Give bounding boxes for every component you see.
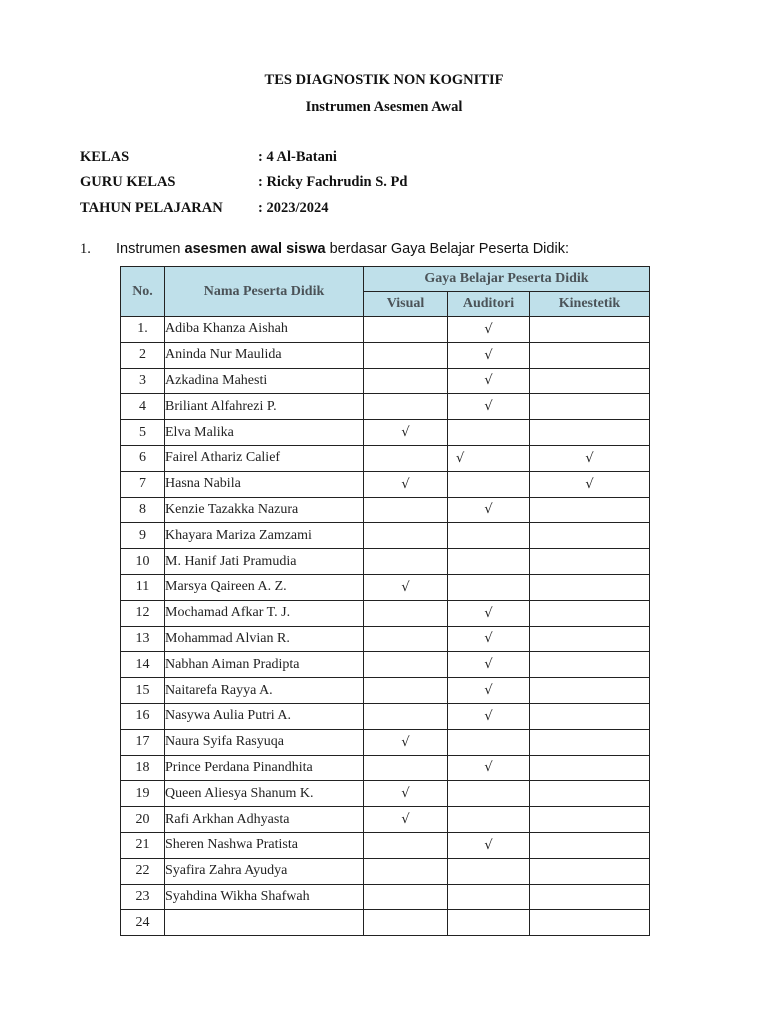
row-number: 10 [121, 549, 165, 575]
document-title: TES DIAGNOSTIK NON KOGNITIF [264, 72, 504, 88]
auditori-check: √ [448, 703, 530, 729]
visual-check [364, 858, 448, 884]
student-name: Hasna Nabila [165, 471, 364, 497]
visual-check: √ [364, 781, 448, 807]
student-name: Kenzie Tazakka Nazura [165, 497, 364, 523]
table-row [121, 368, 650, 394]
auditori-check [448, 729, 530, 755]
header-name: Nama Peserta Didik [165, 267, 364, 317]
auditori-check: √ [448, 342, 530, 368]
student-name: Queen Aliesya Shanum K. [165, 781, 364, 807]
table-row [121, 445, 650, 471]
row-number: 15 [121, 678, 165, 704]
kinestetik-check [530, 678, 650, 704]
student-name: Rafi Arkhan Adhyasta [165, 807, 364, 833]
table-row [121, 858, 650, 884]
auditori-check [448, 781, 530, 807]
kinestetik-check [530, 729, 650, 755]
kinestetik-check [530, 858, 650, 884]
row-number: 1. [121, 317, 165, 343]
header-kinestetik: Kinestetik [530, 292, 650, 317]
visual-check: √ [364, 807, 448, 833]
auditori-check [448, 884, 530, 910]
auditori-check: √ [448, 626, 530, 652]
student-name: Prince Perdana Pinandhita [165, 755, 364, 781]
student-name: Azkadina Mahesti [165, 368, 364, 394]
auditori-check: √ [448, 317, 530, 343]
row-number: 18 [121, 755, 165, 781]
row-number: 12 [121, 600, 165, 626]
table-row [121, 884, 650, 910]
row-number: 4 [121, 394, 165, 420]
row-number: 22 [121, 858, 165, 884]
header-visual: Visual [364, 292, 448, 317]
table-body [121, 317, 650, 936]
visual-check [364, 626, 448, 652]
header-auditori: Auditori [448, 292, 530, 317]
auditori-check: √ [448, 600, 530, 626]
info-value: : 4 Al-Batani [258, 149, 337, 165]
kinestetik-check [530, 807, 650, 833]
section-number: 1. [80, 241, 91, 257]
header-learning-style: Gaya Belajar Peserta Didik [364, 267, 650, 292]
student-name: Mohammad Alvian R. [165, 626, 364, 652]
table-row [121, 471, 650, 497]
student-name: Elva Malika [165, 420, 364, 446]
student-name: Aninda Nur Maulida [165, 342, 364, 368]
student-name: Nabhan Aiman Pradipta [165, 652, 364, 678]
row-number: 11 [121, 574, 165, 600]
visual-check [364, 652, 448, 678]
student-name: Syafira Zahra Ayudya [165, 858, 364, 884]
auditori-check [448, 523, 530, 549]
kinestetik-check [530, 394, 650, 420]
auditori-check [448, 549, 530, 575]
kinestetik-check [530, 652, 650, 678]
row-number: 9 [121, 523, 165, 549]
section-text [116, 241, 569, 257]
table-row [121, 317, 650, 343]
kinestetik-check: √ [530, 445, 650, 471]
info-value: : 2023/2024 [258, 200, 329, 216]
info-label: KELAS [80, 149, 130, 165]
section-intro [80, 241, 569, 258]
kinestetik-check [530, 317, 650, 343]
table-row [121, 678, 650, 704]
info-label: GURU KELAS [80, 174, 176, 190]
intro-bold: asesmen awal siswa [184, 241, 326, 257]
visual-check: √ [364, 574, 448, 600]
row-number: 24 [121, 910, 165, 936]
visual-check [364, 910, 448, 936]
visual-check [364, 755, 448, 781]
row-number: 23 [121, 884, 165, 910]
row-number: 3 [121, 368, 165, 394]
auditori-check: √ [448, 678, 530, 704]
table-row [121, 626, 650, 652]
visual-check [364, 523, 448, 549]
table-row [121, 703, 650, 729]
kinestetik-check [530, 368, 650, 394]
student-name: Naitarefa Rayya A. [165, 678, 364, 704]
table-row [121, 910, 650, 936]
visual-check [364, 342, 448, 368]
kinestetik-check [530, 781, 650, 807]
table-row [121, 549, 650, 575]
table-row [121, 600, 650, 626]
info-value: : Ricky Fachrudin S. Pd [258, 174, 408, 190]
row-number: 14 [121, 652, 165, 678]
auditori-check: √ [448, 652, 530, 678]
row-number: 6 [121, 445, 165, 471]
auditori-check [448, 471, 530, 497]
table-row [121, 342, 650, 368]
intro-suffix: berdasar Gaya Belajar Peserta Didik: [325, 241, 569, 257]
kinestetik-check [530, 549, 650, 575]
info-label: TAHUN PELAJARAN [80, 200, 223, 216]
student-name: Khayara Mariza Zamzami [165, 523, 364, 549]
table-row [121, 807, 650, 833]
row-number: 21 [121, 832, 165, 858]
auditori-check [448, 858, 530, 884]
row-number: 2 [121, 342, 165, 368]
student-name: Fairel Athariz Calief [165, 445, 364, 471]
auditori-check: √ [448, 497, 530, 523]
table-row [121, 523, 650, 549]
kinestetik-check [530, 342, 650, 368]
visual-check: √ [364, 729, 448, 755]
row-number: 20 [121, 807, 165, 833]
visual-check [364, 832, 448, 858]
visual-check [364, 368, 448, 394]
student-name: Nasywa Aulia Putri A. [165, 703, 364, 729]
table-row [121, 652, 650, 678]
student-name: Sheren Nashwa Pratista [165, 832, 364, 858]
auditori-check [448, 807, 530, 833]
row-number: 17 [121, 729, 165, 755]
student-name: M. Hanif Jati Pramudia [165, 549, 364, 575]
row-number: 8 [121, 497, 165, 523]
intro-prefix: Instrumen [116, 241, 185, 257]
kinestetik-check [530, 497, 650, 523]
kinestetik-check: √ [530, 471, 650, 497]
table-row [121, 574, 650, 600]
kinestetik-check [530, 755, 650, 781]
visual-check [364, 703, 448, 729]
student-name [165, 910, 364, 936]
learning-style-table [120, 266, 650, 936]
row-number: 16 [121, 703, 165, 729]
visual-check [364, 884, 448, 910]
kinestetik-check [530, 703, 650, 729]
row-number: 5 [121, 420, 165, 446]
visual-check [364, 678, 448, 704]
kinestetik-check [530, 600, 650, 626]
auditori-check [448, 574, 530, 600]
table-row [121, 420, 650, 446]
kinestetik-check [530, 626, 650, 652]
kinestetik-check [530, 420, 650, 446]
table-row [121, 832, 650, 858]
header-no: No. [121, 267, 165, 317]
visual-check: √ [364, 420, 448, 446]
auditori-check: √ [448, 368, 530, 394]
auditori-check: √ [448, 445, 530, 471]
visual-check [364, 600, 448, 626]
visual-check [364, 394, 448, 420]
student-name: Mochamad Afkar T. J. [165, 600, 364, 626]
row-number: 19 [121, 781, 165, 807]
auditori-check [448, 910, 530, 936]
auditori-check: √ [448, 394, 530, 420]
auditori-check [448, 420, 530, 446]
kinestetik-check [530, 832, 650, 858]
student-name: Briliant Alfahrezi P. [165, 394, 364, 420]
student-name: Naura Syifa Rasyuqa [165, 729, 364, 755]
visual-check [364, 317, 448, 343]
visual-check [364, 497, 448, 523]
student-name: Marsya Qaireen A. Z. [165, 574, 364, 600]
visual-check [364, 445, 448, 471]
row-number: 13 [121, 626, 165, 652]
row-number: 7 [121, 471, 165, 497]
table-row [121, 394, 650, 420]
kinestetik-check [530, 910, 650, 936]
document-subtitle: Instrumen Asesmen Awal [305, 99, 463, 115]
table-row [121, 497, 650, 523]
visual-check [364, 549, 448, 575]
visual-check: √ [364, 471, 448, 497]
table-row [121, 781, 650, 807]
table-row [121, 755, 650, 781]
kinestetik-check [530, 884, 650, 910]
student-name: Adiba Khanza Aishah [165, 317, 364, 343]
table-row [121, 729, 650, 755]
auditori-check: √ [448, 832, 530, 858]
kinestetik-check [530, 574, 650, 600]
auditori-check: √ [448, 755, 530, 781]
kinestetik-check [530, 523, 650, 549]
student-name: Syahdina Wikha Shafwah [165, 884, 364, 910]
